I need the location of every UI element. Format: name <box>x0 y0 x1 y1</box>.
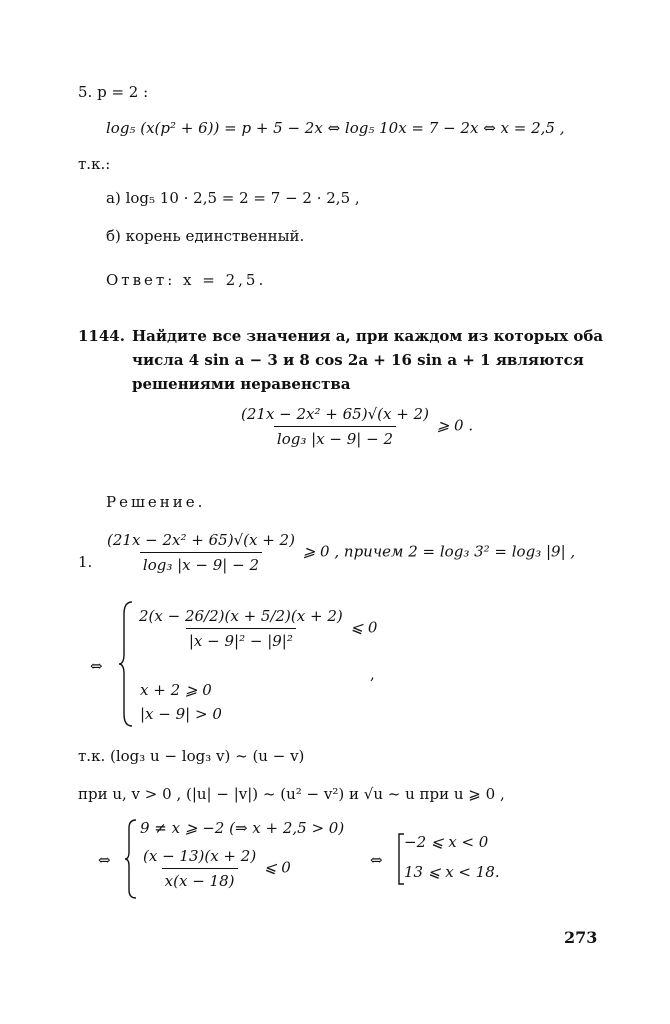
problem-fraction-numerator: (21x − 2x² + 65)√(x + 2) <box>241 405 429 423</box>
step1-fraction-denominator: log₃ |x − 9| − 2 <box>140 552 262 575</box>
system2-row1: 9 ≠ x ⩾ −2 (⇒ x + 2,5 > 0) <box>140 819 345 837</box>
step1-rhs: ⩾ 0 , причем 2 = log₃ 3² = log₃ |9| , <box>302 542 576 561</box>
item5-case-b: б) корень единственный. <box>106 227 305 245</box>
system1-fraction-numerator: 2(x − 26/2)(x + 5/2)(x + 2) <box>139 607 343 625</box>
result-row2: 13 ⩽ x < 18. <box>404 863 500 881</box>
tk-line: т.к. (log₃ u − log₃ v) ~ (u − v) <box>78 747 305 765</box>
system1-row1 <box>136 606 377 651</box>
result-row1: −2 ⩽ x < 0 <box>404 833 489 851</box>
item5-header: 5. p = 2 : <box>78 83 149 101</box>
system2-fraction-denominator: x(x − 18) <box>162 868 238 891</box>
system1-comma: , <box>370 665 375 683</box>
item5-case-a: а) log₅ 10 · 2,5 = 2 = 7 − 2 · 2,5 , <box>106 189 360 207</box>
step1-fraction-numerator: (21x − 2x² + 65)√(x + 2) <box>107 531 295 549</box>
problem-number: 1144. <box>78 327 125 345</box>
equiv-symbol-1: ⇔ <box>90 657 103 675</box>
item5-answer: Ответ: x = 2,5. <box>106 271 267 289</box>
problem-line-1: Найдите все значения a, при каждом из которых оба <box>132 327 604 345</box>
system2-fraction <box>140 846 259 891</box>
problem-line-3: решениями неравенства <box>132 375 351 393</box>
system1-fraction-denominator: |x − 9|² − |9|² <box>186 628 296 651</box>
step1-inequality <box>104 530 575 575</box>
problem-inequality <box>238 404 473 449</box>
problem-line-2: числа 4 sin a − 3 и 8 cos 2a + 16 sin a + 1 являются <box>132 351 584 369</box>
solution-heading: Решение. <box>106 493 206 511</box>
problem-fraction <box>238 404 432 449</box>
page-number: 273 <box>564 928 598 947</box>
equiv-symbol-3: ⇔ <box>370 851 383 869</box>
system2-row2 <box>140 846 291 891</box>
system2-rhs: ⩽ 0 <box>263 858 291 877</box>
system1-rhs: ⩽ 0 <box>350 618 378 637</box>
system1-fraction <box>136 606 346 651</box>
item5-equation: log₅ (x(p² + 6)) = p + 5 − 2x ⇔ log₅ 10x = 7 − 2x ⇔ x = 2,5 , <box>106 119 565 137</box>
problem-inequality-rhs: ⩾ 0 . <box>436 416 474 435</box>
item5-tk: т.к.: <box>78 155 111 173</box>
left-brace-icon <box>124 818 138 900</box>
system2-fraction-numerator: (x − 13)(x + 2) <box>143 847 257 865</box>
step1-label: 1. <box>78 553 93 571</box>
system1-row3: |x − 9| > 0 <box>140 705 222 723</box>
problem-fraction-denominator: log₃ |x − 9| − 2 <box>274 426 396 449</box>
equiv-symbol-2: ⇔ <box>98 851 111 869</box>
left-brace-icon <box>118 600 134 728</box>
system1-row2: x + 2 ⩾ 0 <box>140 681 212 699</box>
condition-line: при u, v > 0 , (|u| − |v|) ~ (u² − v²) и √u ~ u при u ⩾ 0 , <box>78 785 505 803</box>
step1-fraction <box>104 530 298 575</box>
